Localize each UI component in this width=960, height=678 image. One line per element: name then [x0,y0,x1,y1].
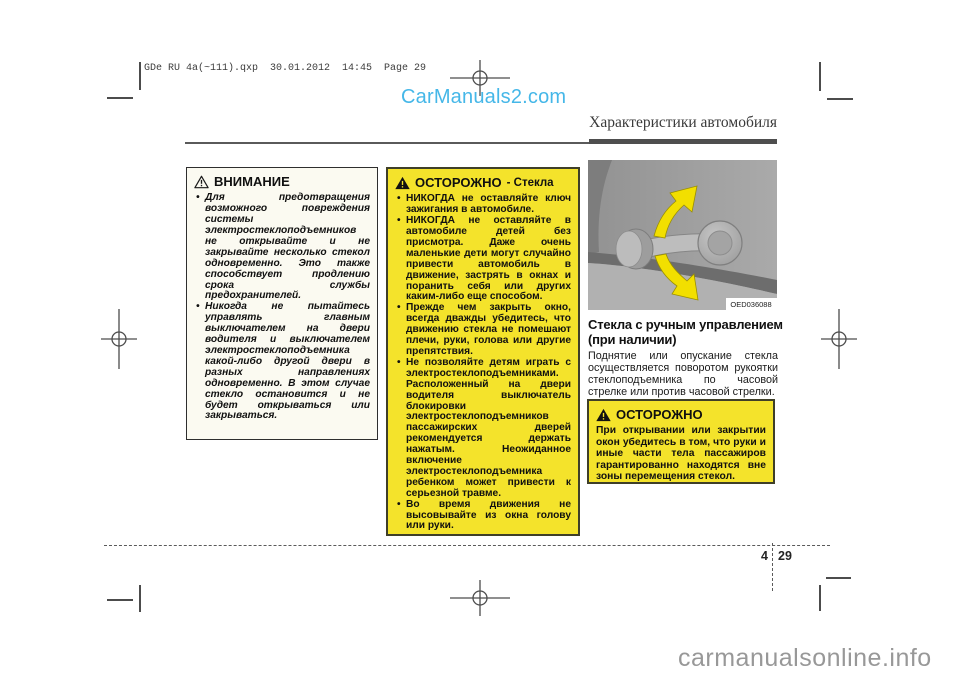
warning-box-glass [386,167,580,536]
caution-item: • Никогда не пытайтесь управлять главным выключателем на двери водителя и выключателем электростеклоподъемника какой-либо другой двери в разных направлениях одновременно. В этом случае стекло остановится и не будет открываться или закрываться. [205,302,370,422]
caution-item: • Для предотвращения возможного повреждения системы электростеклоподъемников не открывайте и не закрывайте несколько стекол одновременно. Это также способствует продлению срока службы предохранителей. [205,193,370,302]
warning-box-glass-title [395,176,571,190]
window-crank-figure [588,160,777,310]
trim-mark [139,585,141,612]
crank-hub-inner [708,231,732,255]
registration-crosshair-icon [450,580,510,616]
footer-page-number: 29 [778,549,792,563]
trim-mark [819,585,821,611]
header-rule-thick [589,139,777,144]
footer-dashed-line [104,545,830,546]
warning-item: • Не позволяйте детям играть с электростеклоподъемниками. Расположенный на двери водителя выключатель блокировки электростеклоподъемников пассажирских дверей рекомендуется держать нажатым. Неожиданное включение электростеклоподъемника ребенком может привести к серьезной травме. [406,358,571,500]
warning-title-text: ОСТОРОЖНО [415,175,502,190]
print-file-info: GDe RU 4a(~111).qxp 30.01.2012 14:45 Page 29 [144,63,427,74]
footer-dashed-separator [772,543,773,591]
caution-list [194,193,370,422]
caution-title-text: ВНИМАНИЕ [214,174,290,189]
crank-knob-face [616,231,642,267]
trim-mark [827,98,853,100]
watermark-carmanuals2: CarManuals2.com [401,86,567,108]
section-body: Поднятие или опускание стекла осуществляется поворотом рукоятки стеклоподъемника по часовой стрелке или против часовой стрелки. [588,350,778,399]
page-header-title: Характеристики автомобиля [589,114,777,131]
warning-subtitle-text: - Стекла [506,177,554,190]
trim-mark [107,97,133,99]
watermark-carmanualsonline: carmanualsonline.info [678,644,932,672]
warning-box-windows-title [596,408,766,422]
warning-triangle-outline-icon [194,175,209,189]
warning-list [395,194,571,532]
warning-item: • Прежде чем закрыть окно, всегда дважды убедитесь, что движению стекла не помешают плечи, руки, голова или другие препятствия. [406,303,571,358]
section-heading: Стекла с ручным управлением (при наличии) [588,317,783,348]
trim-mark [826,577,851,579]
trim-mark [819,62,821,91]
registration-crosshair-icon [101,309,137,369]
footer-chapter-number: 4 [761,549,768,563]
warning-triangle-filled-icon [395,176,410,190]
warning-windows-text: При открывании или закрытии окон убедитесь в том, что руки и иные части тела пассажиров гарантированно находятся вне зоны перемещения стекол. [596,425,766,483]
warning-windows-title-text: ОСТОРОЖНО [616,407,703,422]
warning-item: • НИКОГДА не оставляйте ключ зажигания в автомобиле. [406,194,571,216]
header-rule-thin [185,142,589,144]
warning-item: • НИКОГДА не оставляйте в автомобиле детей без присмотра. Даже очень маленькие дети могут случайно привести автомобиль в движение, застрять в окнах и поранить себя или других каким-либо еще способом. [406,216,571,303]
registration-crosshair-icon [821,309,857,369]
trim-mark [107,599,133,601]
warning-box-windows [587,399,775,484]
trim-mark [139,62,141,90]
caution-box-title [194,175,370,189]
figure-label: OED036088 [730,300,772,309]
caution-box [186,167,378,440]
warning-triangle-filled-icon [596,408,611,422]
warning-item: • Во время движения не высовывайте из окна голову или руки. [406,500,571,533]
